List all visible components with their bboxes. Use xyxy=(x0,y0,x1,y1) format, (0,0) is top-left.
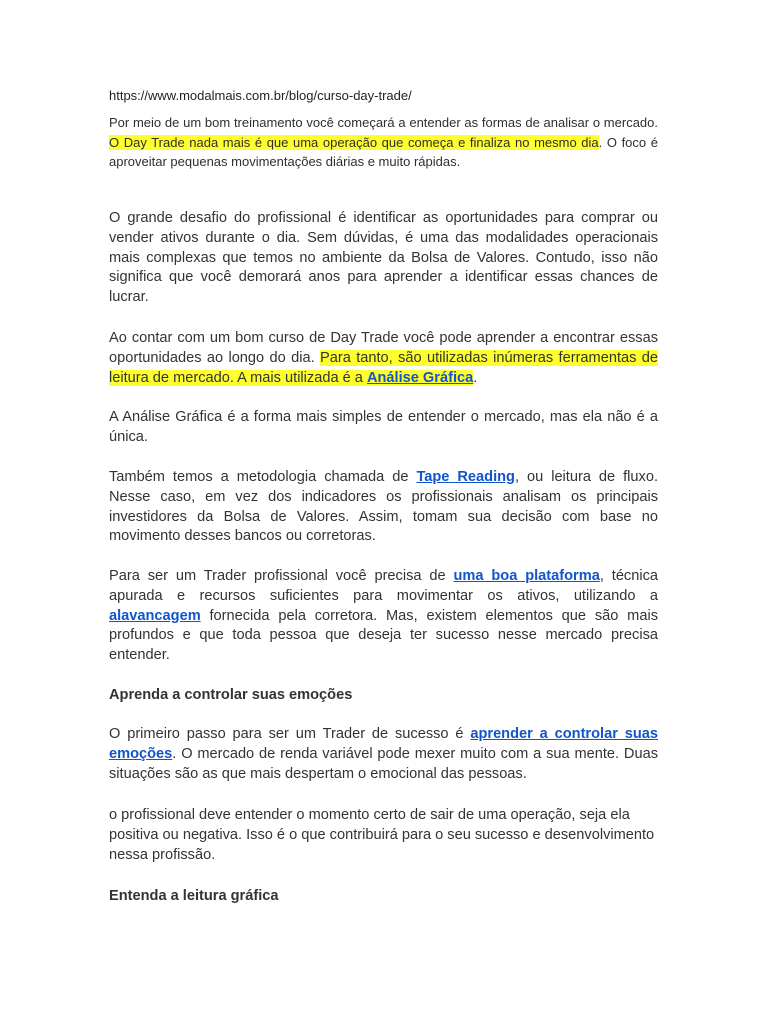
boa-plataforma-link[interactable]: uma boa plataforma xyxy=(453,568,600,584)
p4-text-2: , ou leitura de fluxo. Nesse caso, em vez dos indicadores os profissionais analisam os principais investidores da Bolsa de Valores. Assim, tomam sua decisão com base no movimento desses bancos ou corretoras. xyxy=(109,469,659,545)
intro-text-2: . O foco é aproveitar pequenas movimentações diárias e muito rápidas. xyxy=(109,134,658,169)
paragraph-curso xyxy=(109,329,658,388)
intro-paragraph xyxy=(109,113,658,172)
source-url: https://www.modalmais.com.br/blog/curso-day-trade/ xyxy=(109,88,412,103)
p2-highlight-text: Para tanto, são utilizadas inúmeras ferramentas de leitura de mercado. A mais utilizada é a xyxy=(109,349,659,386)
paragraph-emocoes xyxy=(109,725,658,784)
paragraph-tape-reading xyxy=(109,468,658,547)
heading-leitura-grafica: Entenda a leitura gráfica xyxy=(109,888,279,904)
p2-text-1: Ao contar com um bom curso de Day Trade você pode aprender a encontrar essas oportunidades ao longo do dia. xyxy=(109,330,658,366)
paragraph-momento-certo: o profissional deve entender o momento certo de sair de uma operação, seja ela positiva ou negativa. Isso é o que contribuirá para o seu sucesso e desenvolvimento nessa profissão. xyxy=(109,807,655,863)
paragraph-analise: A Análise Gráfica é a forma mais simples de entender o mercado, mas ela não é a única. xyxy=(109,409,658,445)
alavancagem-link[interactable]: alavancagem xyxy=(109,607,201,624)
p4-text-1: Também temos a metodologia chamada de xyxy=(109,469,417,485)
intro-highlight: O Day Trade nada mais é que uma operação que começa e finaliza no mesmo dia xyxy=(109,134,599,150)
p6-text-1: O primeiro passo para ser um Trader de sucesso é xyxy=(109,726,471,742)
tape-reading-link[interactable]: Tape Reading xyxy=(416,469,515,485)
p6-text-2: . O mercado de renda variável pode mexer muito com a sua mente. Duas situações são as que mais despertam o emocional das pessoas. xyxy=(109,745,658,782)
p5-text-2: , técnica apurada e recursos suficientes para movimentar os ativos, utilizando a xyxy=(109,568,658,604)
controlar-emocoes-link[interactable]: aprender a controlar suas emoções xyxy=(109,726,658,762)
p2-text-2: . xyxy=(473,369,478,386)
p5-text-3: fornecida pela corretora. Mas, existem elementos que são mais profundos e que toda pessoa que deseja ter sucesso nesse mercado precisa entender. xyxy=(109,607,658,664)
intro-text-1: Por meio de um bom treinamento você começará a entender as formas de analisar o mercado. xyxy=(109,115,658,130)
paragraph-trader-profissional xyxy=(109,567,658,666)
paragraph-desafio: O grande desafio do profissional é identificar as oportunidades para comprar ou vender ativos durante o dia. Sem dúvidas, é uma das modalidades operacionais mais complexas que temos no ambiente da Bolsa de Valores. Contudo, isso não significa que você demorará anos para aprender a identificar essas chances de lucrar. xyxy=(109,210,658,306)
analise-grafica-link[interactable]: Análise Gráfica xyxy=(366,369,474,386)
heading-controlar-emocoes: Aprenda a controlar suas emoções xyxy=(109,687,353,703)
p5-text-1: Para ser um Trader profissional você precisa de xyxy=(109,568,454,584)
